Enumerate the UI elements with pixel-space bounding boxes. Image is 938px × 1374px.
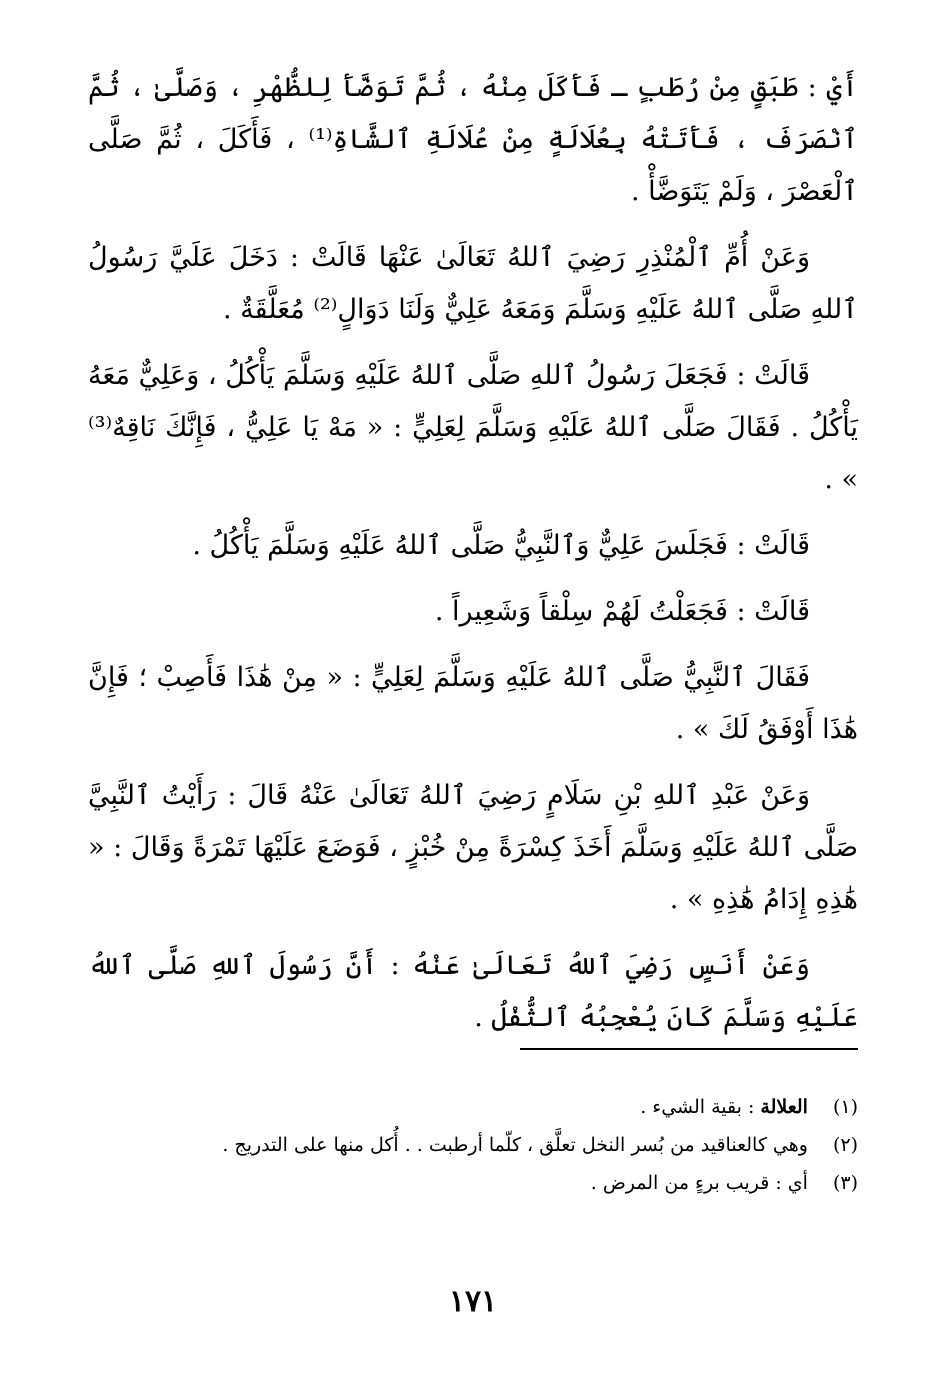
footnote-term: العلالة	[760, 1096, 808, 1118]
paragraph-2: وَعَنْ أُمِّ ٱلْمُنْذِرِ رَضِيَ ٱللهُ تَعَالَىٰ عَنْهَا قَالَتْ : دَخَلَ عَلَيَّ رَسُولُ ٱللهِ صَلَّى ٱللهُ عَلَيْهِ وَسَلَّمَ وَمَعَهُ عَلِيٌّ وَلَنَا دَوَالٍ⁽²⁾ مُعَلَّقَةٌ .	[88, 242, 858, 325]
paragraph-4: قَالَتْ : فَجَلَسَ عَلِيٌّ وَٱلنَّبِيُّ صَلَّى ٱللهُ عَلَيْهِ وَسَلَّمَ يَأْكُلُ .	[192, 530, 810, 561]
footnote-number: (١)	[832, 1096, 858, 1118]
paragraph-8: وَعَنْ أَنَسٍ رَضِيَ ٱللهُ تَعَالَىٰ عَنْهُ : أَنَّ رَسُولَ ٱللهِ صَلَّى ٱللهُ عَلَيْهِ وَسَلَّمَ كَانَ يُعْجِبُهُ ٱلثُّفْلُ .	[88, 950, 858, 1033]
footnote-1	[88, 1088, 858, 1126]
book-page	[88, 62, 858, 1342]
footnote-text: : بقية الشيء .	[640, 1096, 755, 1118]
main-text	[88, 62, 858, 1044]
footnote-divider	[520, 1048, 858, 1050]
footnote-text: وهي كالعناقيد من بُسر النخل تعلَّق ، كلّما أرطبت . . أُكل منها على التدريج .	[222, 1134, 808, 1156]
footnote-2	[88, 1126, 858, 1164]
paragraph-3: قَالَتْ : فَجَعَلَ رَسُولُ ٱللهِ صَلَّى ٱللهُ عَلَيْهِ وَسَلَّمَ يَأْكُلُ ، وَعَلِيٌّ مَعَهُ يَأْكُلُ . فَقَالَ صَلَّى ٱللهُ عَلَيْهِ وَسَلَّمَ لِعَلِيٍّ : « مَهْ يَا عَلِيُّ ، فَإِنَّكَ نَاقِهٌ⁽³⁾ » .	[88, 360, 858, 495]
page-number: ١٧١	[448, 1284, 498, 1319]
paragraph-7: وَعَنْ عَبْدِ ٱللهِ بْنِ سَلَامٍ رَضِيَ ٱللهُ تَعَالَىٰ عَنْهُ قَالَ : رَأَيْتُ ٱلنَّبِيَّ صَلَّى ٱللهُ عَلَيْهِ وَسَلَّمَ أَخَذَ كِسْرَةً مِنْ خُبْزٍ ، فَوَضَعَ عَلَيْهَا تَمْرَةً وَقَالَ : « هَٰذِهِ إِدَامُ هَٰذِهِ » .	[88, 780, 858, 915]
paragraph-6: فَقَالَ ٱلنَّبِيُّ صَلَّى ٱللهُ عَلَيْهِ وَسَلَّمَ لِعَلِيٍّ : « مِنْ هَٰذَا فَأَصِبْ ؛ فَإِنَّ هَٰذَا أَوْفَقُ لَكَ » .	[88, 662, 858, 745]
paragraph-1: أَيْ : طَبَقٍ مِنْ رُطَبٍ ـ فَأَكَلَ مِنْهُ ، ثُمَّ تَوَضَّأَ لِلظُّهْرِ ، وَصَلَّىٰ ، ثُمَّ ٱنْصَرَفَ ، فَأَتَتْهُ بِعُلَالَةٍ مِنْ عُلَالَةِ ٱلشَّاةِ⁽¹⁾ ، فَأَكَلَ ، ثُمَّ صَلَّى ٱلْعَصْرَ ، وَلَمْ يَتَوَضَّأْ .	[88, 72, 858, 207]
footnote-text: أي : قريب برءٍ من المرض .	[590, 1172, 808, 1194]
footnotes-list	[88, 1088, 858, 1202]
footnote-number: (٣)	[832, 1172, 858, 1194]
paragraph-5: قَالَتْ : فَجَعَلْتُ لَهُمْ سِلْقاً وَشَعِيراً .	[434, 596, 810, 627]
footnote-number: (٢)	[832, 1134, 858, 1156]
footnote-3	[88, 1164, 858, 1202]
